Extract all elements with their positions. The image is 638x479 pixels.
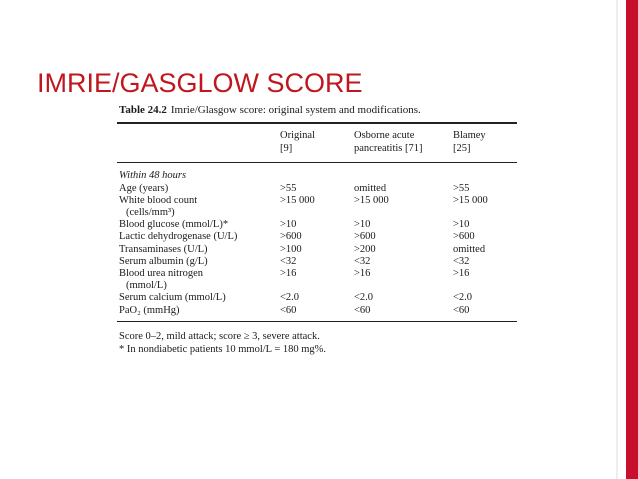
cell-original-text: >55	[280, 182, 297, 194]
slide-accent-bar	[626, 0, 638, 479]
slide-title: IMRIE/GASGLOW SCORE	[37, 68, 363, 98]
cell-blamey-text: <32	[453, 255, 470, 267]
cell-blamey	[453, 292, 517, 304]
cell-osborne-text: >200	[354, 243, 376, 255]
section-title: Within 48 hours	[119, 169, 187, 181]
cell-blamey-text: <2.0	[453, 292, 473, 304]
row-label-text: Serum calcium (mmol/L)	[119, 292, 226, 304]
cell-blamey	[453, 268, 517, 292]
table-row	[117, 268, 517, 292]
cell-blamey-text: >16	[453, 267, 470, 279]
table-rows	[117, 183, 517, 317]
cell-original	[280, 244, 354, 256]
cell-osborne-text: >15 000	[354, 194, 389, 206]
slide-edge-line	[616, 0, 618, 479]
footnote-score: Score 0–2, mild attack; score ≥ 3, severe attack.	[119, 331, 320, 343]
cell-osborne-text: omitted	[354, 182, 387, 194]
cell-blamey-text: >55	[453, 182, 470, 194]
cell-osborne	[354, 305, 453, 317]
row-label	[117, 231, 280, 243]
row-label-text: Blood glucose (mmol/L)*	[119, 219, 229, 231]
header-cell-original	[280, 129, 354, 155]
score-table	[117, 104, 517, 356]
cell-original-text: >15 000	[280, 194, 315, 206]
cell-blamey	[453, 231, 517, 243]
cell-blamey-text: >15 000	[453, 194, 488, 206]
row-label-text: Age (years)	[119, 182, 169, 194]
table-header-row	[117, 124, 517, 162]
cell-osborne	[354, 256, 453, 268]
cell-osborne-text: >16	[354, 267, 371, 279]
cell-osborne-text: <2.0	[354, 292, 374, 304]
table-body	[117, 163, 517, 321]
row-label-text: White blood count	[119, 194, 198, 206]
table-row	[117, 183, 517, 195]
table-caption-text: Imrie/Glasgow score: original system and modifications.	[170, 104, 421, 116]
cell-osborne-text: >10	[354, 219, 371, 231]
cell-osborne-text: >600	[354, 231, 376, 243]
row-label	[117, 268, 280, 292]
row-label	[117, 183, 280, 195]
cell-original	[280, 292, 354, 304]
row-label-text: PaO₂ (mmHg)	[119, 304, 180, 316]
footnote-nondiabetic: * In nondiabetic patients 10 mmol/L = 180 mg%.	[119, 344, 327, 356]
row-label	[117, 292, 280, 304]
cell-original-text: >100	[280, 243, 302, 255]
header-blamey-line1: Blamey	[453, 129, 486, 141]
cell-original-text: <60	[280, 304, 297, 316]
cell-original	[280, 195, 354, 219]
table-row	[117, 219, 517, 231]
cell-original	[280, 305, 354, 317]
cell-blamey-text: <60	[453, 304, 470, 316]
cell-original	[280, 219, 354, 231]
row-label	[117, 305, 280, 317]
cell-blamey-text: omitted	[453, 243, 486, 255]
table-footnotes	[117, 322, 517, 356]
cell-blamey-text: >10	[453, 219, 470, 231]
header-cell-blamey	[453, 129, 517, 155]
table-row	[117, 256, 517, 268]
row-label-text: Serum albumin (g/L)	[119, 255, 208, 267]
cell-osborne	[354, 219, 453, 231]
cell-osborne	[354, 183, 453, 195]
table-row	[117, 195, 517, 219]
table-row	[117, 305, 517, 317]
cell-osborne-text: <32	[354, 255, 371, 267]
cell-osborne-text: <60	[354, 304, 371, 316]
table-row	[117, 231, 517, 243]
header-original-line1: Original	[280, 129, 315, 141]
cell-osborne	[354, 292, 453, 304]
row-label-sub: (cells/mm³)	[126, 206, 175, 218]
cell-blamey	[453, 219, 517, 231]
cell-original-text: <2.0	[280, 292, 300, 304]
cell-original	[280, 231, 354, 243]
cell-original-text: <32	[280, 255, 297, 267]
cell-blamey-text: >600	[453, 231, 475, 243]
cell-blamey	[453, 244, 517, 256]
cell-original-text: >600	[280, 231, 302, 243]
table-row	[117, 244, 517, 256]
table-row	[117, 292, 517, 304]
cell-blamey	[453, 183, 517, 195]
cell-original-text: >16	[280, 267, 297, 279]
cell-blamey	[453, 195, 517, 219]
row-label	[117, 195, 280, 219]
cell-blamey	[453, 256, 517, 268]
header-osborne-line1: Osborne acute	[354, 129, 415, 141]
header-cell-osborne	[354, 129, 453, 155]
row-label-text: Transaminases (U/L)	[119, 243, 208, 255]
header-osborne-line2: pancreatitis [71]	[354, 142, 423, 154]
row-label	[117, 244, 280, 256]
cell-original-text: >10	[280, 219, 297, 231]
cell-original	[280, 183, 354, 195]
cell-original	[280, 256, 354, 268]
header-original-line2: [9]	[280, 142, 293, 154]
row-label-text: Lactic dehydrogenase (U/L)	[119, 231, 238, 243]
cell-osborne	[354, 244, 453, 256]
cell-osborne	[354, 195, 453, 219]
cell-blamey	[453, 305, 517, 317]
row-label	[117, 219, 280, 231]
header-cell-blank	[117, 129, 280, 155]
row-label-sub: (mmol/L)	[126, 280, 167, 292]
table-caption-label: Table 24.2	[119, 104, 167, 116]
row-label-text: Blood urea nitrogen	[119, 267, 203, 279]
cell-osborne	[354, 231, 453, 243]
cell-osborne	[354, 268, 453, 292]
header-blamey-line2: [25]	[453, 142, 471, 154]
cell-original	[280, 268, 354, 292]
row-label	[117, 256, 280, 268]
table-caption	[119, 104, 517, 116]
